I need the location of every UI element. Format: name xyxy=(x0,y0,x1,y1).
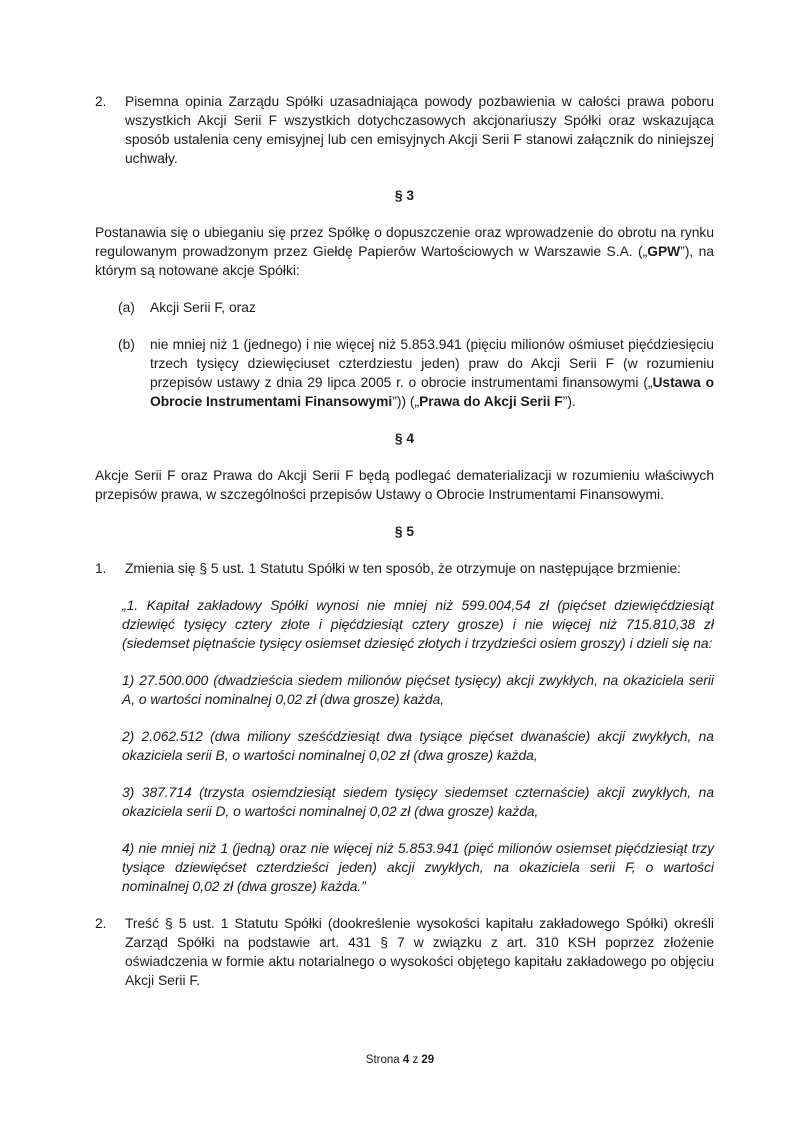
page-footer xyxy=(0,1053,800,1067)
text-segment: Akcji Serii F, oraz xyxy=(150,300,256,315)
text-segment: nie mniej niż 1 (jednego) i nie więcej niż 5.853.941 (pięciu milionów ośmiuset pięćdziesięciu trzech tysięcy dziewięciuset czterdziestu jeden) praw do Akcji Serii F (w rozumieniu przepisów ustawy z dnia 29 lipca 2005 r. o obrocie instrumentami finansowymi („ xyxy=(150,337,714,390)
text-segment: Postanawia się o ubieganiu się przez Spółkę o dopuszczenie oraz wprowadzenie do obrotu na rynku regulowanym prowadzonym przez Giełdę Papierów Wartościowych w Warszawie S.A. („ xyxy=(95,225,714,259)
quote-series-d xyxy=(122,783,714,821)
text-segment: z xyxy=(409,1054,422,1066)
text-segment: Zmienia się § 5 ust. 1 Statutu Spółki w ten sposób, że otrzymuje on następujące brzmienie: xyxy=(125,561,681,576)
item-marker: (a) xyxy=(118,300,135,315)
text-segment: ”), na którym są notowane akcje Spółki: xyxy=(95,244,715,278)
text-segment: 2) 2.062.512 (dwa miliony sześćdziesiąt dwa tysiące pięćset dwanaście) akcji zwykłych, na okaziciela serii B, o wartości nominalnej 0,02 zł (dwa grosze) każda, xyxy=(122,729,714,763)
item-marker: (b) xyxy=(118,337,135,352)
item-text xyxy=(150,335,714,411)
item-text xyxy=(125,92,714,168)
quote-series-a xyxy=(122,671,714,709)
text-segment: Ustawa o Obrocie Instrumentami Finansowymi xyxy=(150,375,714,409)
text-segment: 4) nie mniej niż 1 (jedną) oraz nie więcej niż 5.853.941 (pięć milionów osiemset pięćdziesiąt trzy tysiące dziewięćset czterdzieści jeden) akcji zwykłych, na okaziciela serii F, o wartości nominalnej 0,02 zł (dwa grosze) każda.” xyxy=(122,841,714,894)
section-heading-par4: § 4 xyxy=(394,431,415,446)
quote-series-b xyxy=(122,727,714,765)
text-segment: ”). xyxy=(562,394,576,409)
quote-capital-intro xyxy=(122,596,714,653)
lettered-item-a xyxy=(118,298,714,317)
text-segment: Prawa do Akcji Serii F xyxy=(419,394,563,409)
item-text xyxy=(125,914,714,990)
text-segment: Strona xyxy=(365,1054,403,1066)
numbered-item-2-opinion xyxy=(95,92,714,168)
section-heading-par5: § 5 xyxy=(394,524,415,539)
document-body xyxy=(95,92,714,1008)
section-heading-par3: § 3 xyxy=(394,188,415,203)
paragraph-dematerialization xyxy=(95,466,714,504)
text-segment: ”)) („ xyxy=(392,394,420,409)
quote-series-f xyxy=(122,839,714,896)
text-segment: Pisemna opinia Zarządu Spółki uzasadniająca powody pozbawienia w całości prawa poboru wszystkich Akcji Serii F wszystkich dotychczasowych akcjonariuszy Spółki oraz wskazująca sposób ustalenia ceny emisyjnej lub cen emisyjnych Akcji Serii F stanowi załącznik do niniejszej uchwały. xyxy=(125,94,714,166)
numbered-item-1-statute-change xyxy=(95,559,714,578)
text-segment: 1) 27.500.000 (dwadzieścia siedem milionów pięćset tysięcy) akcji zwykłych, na okaziciela serii A, o wartości nominalnej 0,02 zł (dwa grosze) każda, xyxy=(122,673,714,707)
text-segment: GPW xyxy=(647,244,681,259)
text-segment: Akcje Serii F oraz Prawa do Akcji Serii F będą podlegać dematerializacji w rozumieniu właściwych przepisów prawa, w szczególności przepisów Ustawy o Obrocie Instrumentami Finansowymi. xyxy=(95,468,714,502)
text-segment: 4 xyxy=(402,1054,410,1066)
text-segment: Treść § 5 ust. 1 Statutu Spółki (dookreślenie wysokości kapitału zakładowego Spółki) określi Zarząd Spółki na podstawie art. 431 § 7 w związku z art. 310 KSH poprzez złożenie oświadczenia w formie aktu notarialnego o wysokości objętego kapitału zakładowego po objęciu Akcji Serii F. xyxy=(125,916,714,988)
item-marker: 2. xyxy=(95,94,107,109)
paragraph-gpw-admission xyxy=(95,223,714,280)
item-marker: 2. xyxy=(95,916,107,931)
text-segment: 29 xyxy=(421,1054,435,1066)
text-segment: „1. Kapitał zakładowy Spółki wynosi nie mniej niż 599.004,54 zł (pięćset dziewięćdziesiąt dziewięć tysięcy cztery złote i pięćdziesiąt cztery grosze) i nie więcej niż 715.810,38 zł (siedemset piętnaście tysięcy osiemset dziesięć złotych i trzydzieści osiem groszy) i dzieli się na: xyxy=(122,598,714,651)
item-marker: 1. xyxy=(95,561,107,576)
item-text xyxy=(150,298,714,317)
lettered-item-b xyxy=(118,335,714,411)
numbered-item-2-statute-content xyxy=(95,914,714,990)
text-segment: 3) 387.714 (trzysta osiemdziesiąt siedem tysięcy siedemset czternaście) akcji zwykłych, na okaziciela serii D, o wartości nominalnej 0,02 zł (dwa grosze) każda, xyxy=(122,785,714,819)
item-text xyxy=(125,559,714,578)
